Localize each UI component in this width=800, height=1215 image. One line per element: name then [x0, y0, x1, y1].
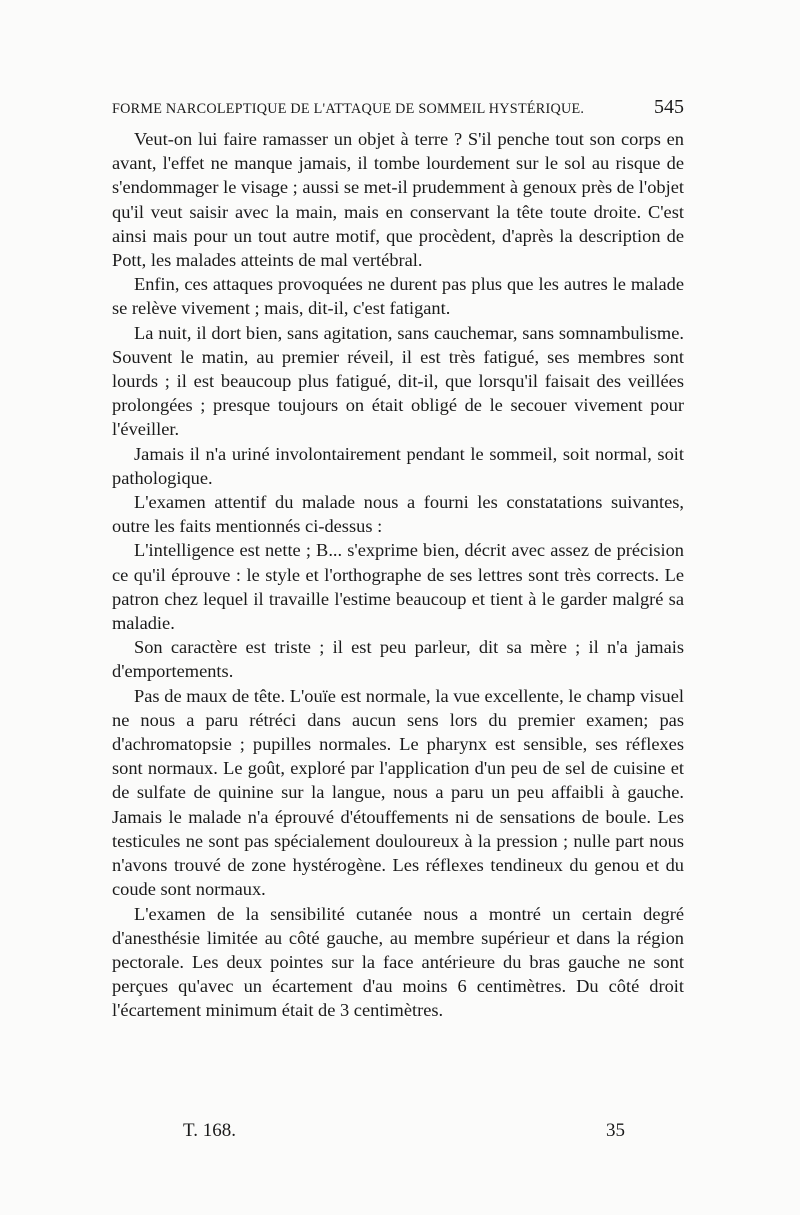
page-number: 545 — [654, 96, 684, 118]
sheet-number: 35 — [606, 1120, 625, 1141]
running-title: FORME NARCOLEPTIQUE DE L'ATTAQUE DE SOMMEIL HYSTÉRIQUE. — [112, 101, 585, 117]
paragraph: L'examen attentif du malade nous a fourni les constatations suivantes, outre les faits mentionnés ci-dessus : — [112, 492, 684, 537]
paragraph: L'examen de la sensibilité cutanée nous a montré un certain degré d'anesthésie limitée au côté gauche, au membre supérieur et dans la région pectorale. Les deux pointes sur la face antérieure du bras gauche ne sont perçues qu'avec un écartement d'au moins 6 centimètres. Du côté droit l'écartement minimum était de 3 centimètres. — [112, 903, 684, 1021]
paragraph: Pas de maux de tête. L'ouïe est normale, la vue excellente, le champ visuel ne nous a paru rétréci dans aucun sens lors du premier examen; pas d'achromatopsie ; pupilles normales. Le pharynx est sensible, ses réflexes sont normaux. Le goût, exploré par l'application d'un peu de sel de cuisine et de sulfate de quinine sur la langue, nous a paru un peu affaibli à gauche. Jamais le malade n'a éprouvé d'étouffements ni de sensations de boule. Les testicules ne sont pas spécialement douloureux à la pression ; nulle part nous n'avons trouvé de zone hystérogène. Les réflexes tendineux du genou et du coude sont normaux. — [112, 685, 684, 900]
paragraph: Son caractère est triste ; il est peu parleur, dit sa mère ; il n'a jamais d'emportements. — [112, 637, 684, 682]
paragraph: Veut-on lui faire ramasser un objet à terre ? S'il penche tout son corps en avant, l'effet ne manque jamais, il tombe lourdement sur le sol au risque de s'endommager le visage ; aussi se met-il prudemment à genoux près de l'objet qu'il veut saisir avec la main, mais en conservant la tête toute droite. C'est ainsi mais pour un tout autre motif, que procèdent, d'après la description de Pott, les malades atteints de mal vertébral. — [112, 129, 684, 271]
paragraph: L'intelligence est nette ; B... s'exprime bien, décrit avec assez de précision ce qu'il éprouve : le style et l'orthographe de ses lettres sont très corrects. Le patron chez lequel il travaille l'estime beaucoup et tient à le garder malgré sa maladie. — [112, 540, 684, 634]
printer-signature: T. 168. — [183, 1120, 236, 1141]
running-head — [112, 96, 684, 119]
paragraph: Jamais il n'a uriné involontairement pendant le sommeil, soit normal, soit pathologique. — [112, 443, 684, 488]
body-text — [112, 127, 684, 1023]
paragraph: Enfin, ces attaques provoquées ne durent pas plus que les autres le malade se relève vivement ; mais, dit-il, c'est fatigant. — [112, 274, 684, 319]
paragraph: La nuit, il dort bien, sans agitation, sans cauchemar, sans somnambulisme. Souvent le matin, au premier réveil, il est très fatigué, ses membres sont lourds ; il est beaucoup plus fatigué, dit-il, que lorsqu'il faisait des veillées prolongées ; presque toujours on était obligé de le secouer vivement pour l'éveiller. — [112, 322, 684, 440]
